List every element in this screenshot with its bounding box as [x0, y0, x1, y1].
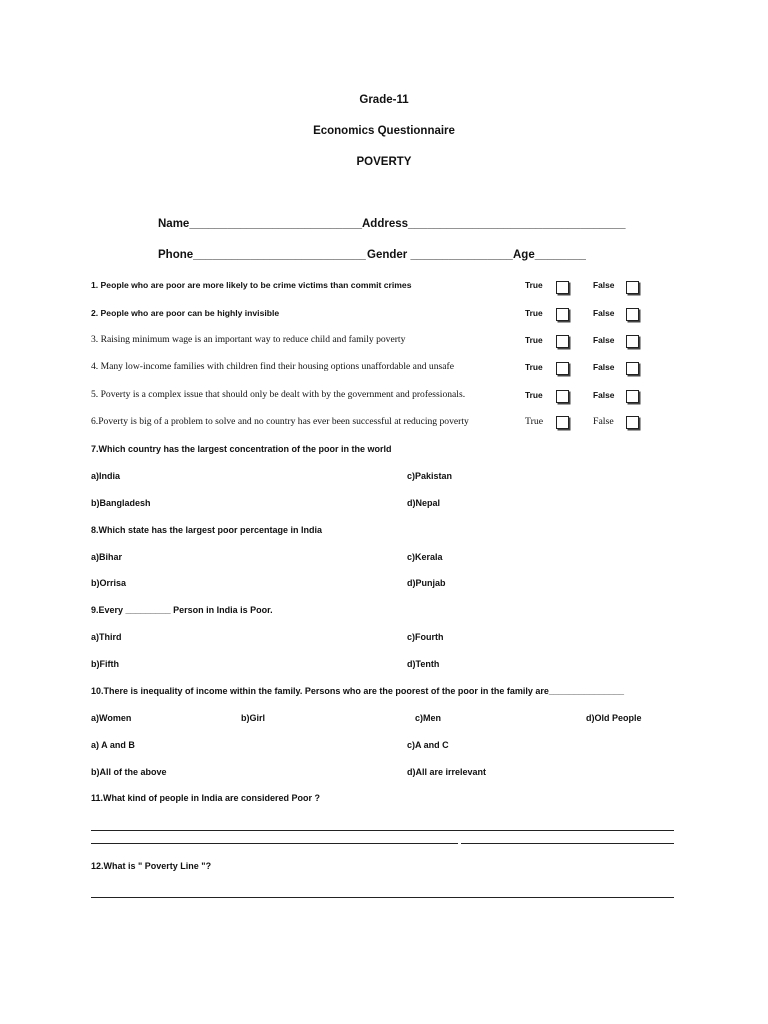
false-label: False	[593, 280, 615, 290]
true-label: True	[525, 308, 543, 318]
false-label: False	[593, 416, 614, 427]
tf-question-4: 4. Many low-income families with children find their housing options unaffordable and unsafe	[91, 361, 454, 372]
question-12: 12.What is " Poverty Line "?	[91, 861, 212, 871]
option-7d[interactable]: d)Nepal	[407, 498, 441, 508]
tf-question-2: 2. People who are poor can be highly invisible	[91, 308, 280, 318]
false-checkbox-1[interactable]	[626, 281, 639, 294]
option-9d[interactable]: d)Tenth	[407, 659, 440, 669]
tf-question-1: 1. People who are poor are more likely to be crime victims than commit crimes	[91, 280, 412, 290]
option-9c[interactable]: c)Fourth	[407, 632, 444, 642]
false-label: False	[593, 390, 615, 400]
phone-field[interactable]: Phone___________________________	[158, 249, 366, 261]
tf-question-6: 6.Poverty is big of a problem to solve and no country has ever been successful at reducing poverty	[91, 416, 469, 427]
page-title: Economics Questionnaire	[313, 125, 455, 137]
answer-line-11b[interactable]	[91, 843, 458, 844]
true-checkbox-3[interactable]	[556, 335, 569, 348]
option-8b[interactable]: b)Orrisa	[91, 578, 127, 588]
option-7b[interactable]: b)Bangladesh	[91, 498, 151, 508]
address-field[interactable]: Address__________________________________	[362, 218, 626, 230]
true-checkbox-1[interactable]	[556, 281, 569, 294]
answer-line-11a[interactable]	[91, 830, 674, 831]
option-7a[interactable]: a)India	[91, 471, 121, 481]
true-label: True	[525, 335, 543, 345]
false-checkbox-2[interactable]	[626, 308, 639, 321]
tf-question-5: 5. Poverty is a complex issue that should only be dealt with by the government and professionals.	[91, 389, 466, 400]
option-9b[interactable]: b)Fifth	[91, 659, 119, 669]
name-field[interactable]: Name___________________________	[158, 218, 363, 230]
false-checkbox-5[interactable]	[626, 390, 639, 403]
false-checkbox-3[interactable]	[626, 335, 639, 348]
option-10a[interactable]: a)Women	[91, 713, 132, 723]
false-label: False	[593, 362, 615, 372]
option-10c[interactable]: c)Men	[415, 713, 442, 723]
option-8a[interactable]: a)Bihar	[91, 552, 123, 562]
answer-line-11c[interactable]	[461, 843, 674, 844]
question-8: 8.Which state has the largest poor percentage in India	[91, 525, 323, 535]
option-10e[interactable]: a) A and B	[91, 740, 135, 750]
true-checkbox-2[interactable]	[556, 308, 569, 321]
option-10b[interactable]: b)Girl	[241, 713, 265, 723]
tf-question-3: 3. Raising minimum wage is an important way to reduce child and family poverty	[91, 334, 406, 345]
option-8d[interactable]: d)Punjab	[407, 578, 446, 588]
true-checkbox-5[interactable]	[556, 390, 569, 403]
true-checkbox-6[interactable]	[556, 416, 569, 429]
false-label: False	[593, 308, 615, 318]
option-10d[interactable]: d)Old People	[586, 713, 642, 723]
answer-line-12[interactable]	[91, 897, 674, 898]
grade-heading: Grade-11	[359, 94, 409, 106]
question-11: 11.What kind of people in India are considered Poor ?	[91, 793, 321, 803]
option-10g[interactable]: c)A and C	[407, 740, 449, 750]
true-label: True	[525, 280, 543, 290]
option-8c[interactable]: c)Kerala	[407, 552, 443, 562]
question-10: 10.There is inequality of income within the family. Persons who are the poorest of the poor in the family are_______________	[91, 686, 625, 696]
option-9a[interactable]: a)Third	[91, 632, 122, 642]
false-checkbox-6[interactable]	[626, 416, 639, 429]
option-10f[interactable]: b)All of the above	[91, 767, 167, 777]
false-label: False	[593, 335, 615, 345]
true-label: True	[525, 362, 543, 372]
topic-heading: POVERTY	[356, 156, 412, 168]
true-label: True	[525, 390, 543, 400]
true-label: True	[525, 416, 544, 427]
gender-field[interactable]: Gender ________________	[367, 249, 513, 261]
option-10h[interactable]: d)All are irrelevant	[407, 767, 487, 777]
age-field[interactable]: Age________	[513, 249, 586, 261]
question-7: 7.Which country has the largest concentration of the poor in the world	[91, 444, 392, 454]
question-9: 9.Every _________ Person in India is Poor.	[91, 605, 273, 615]
option-7c[interactable]: c)Pakistan	[407, 471, 453, 481]
true-checkbox-4[interactable]	[556, 362, 569, 375]
false-checkbox-4[interactable]	[626, 362, 639, 375]
